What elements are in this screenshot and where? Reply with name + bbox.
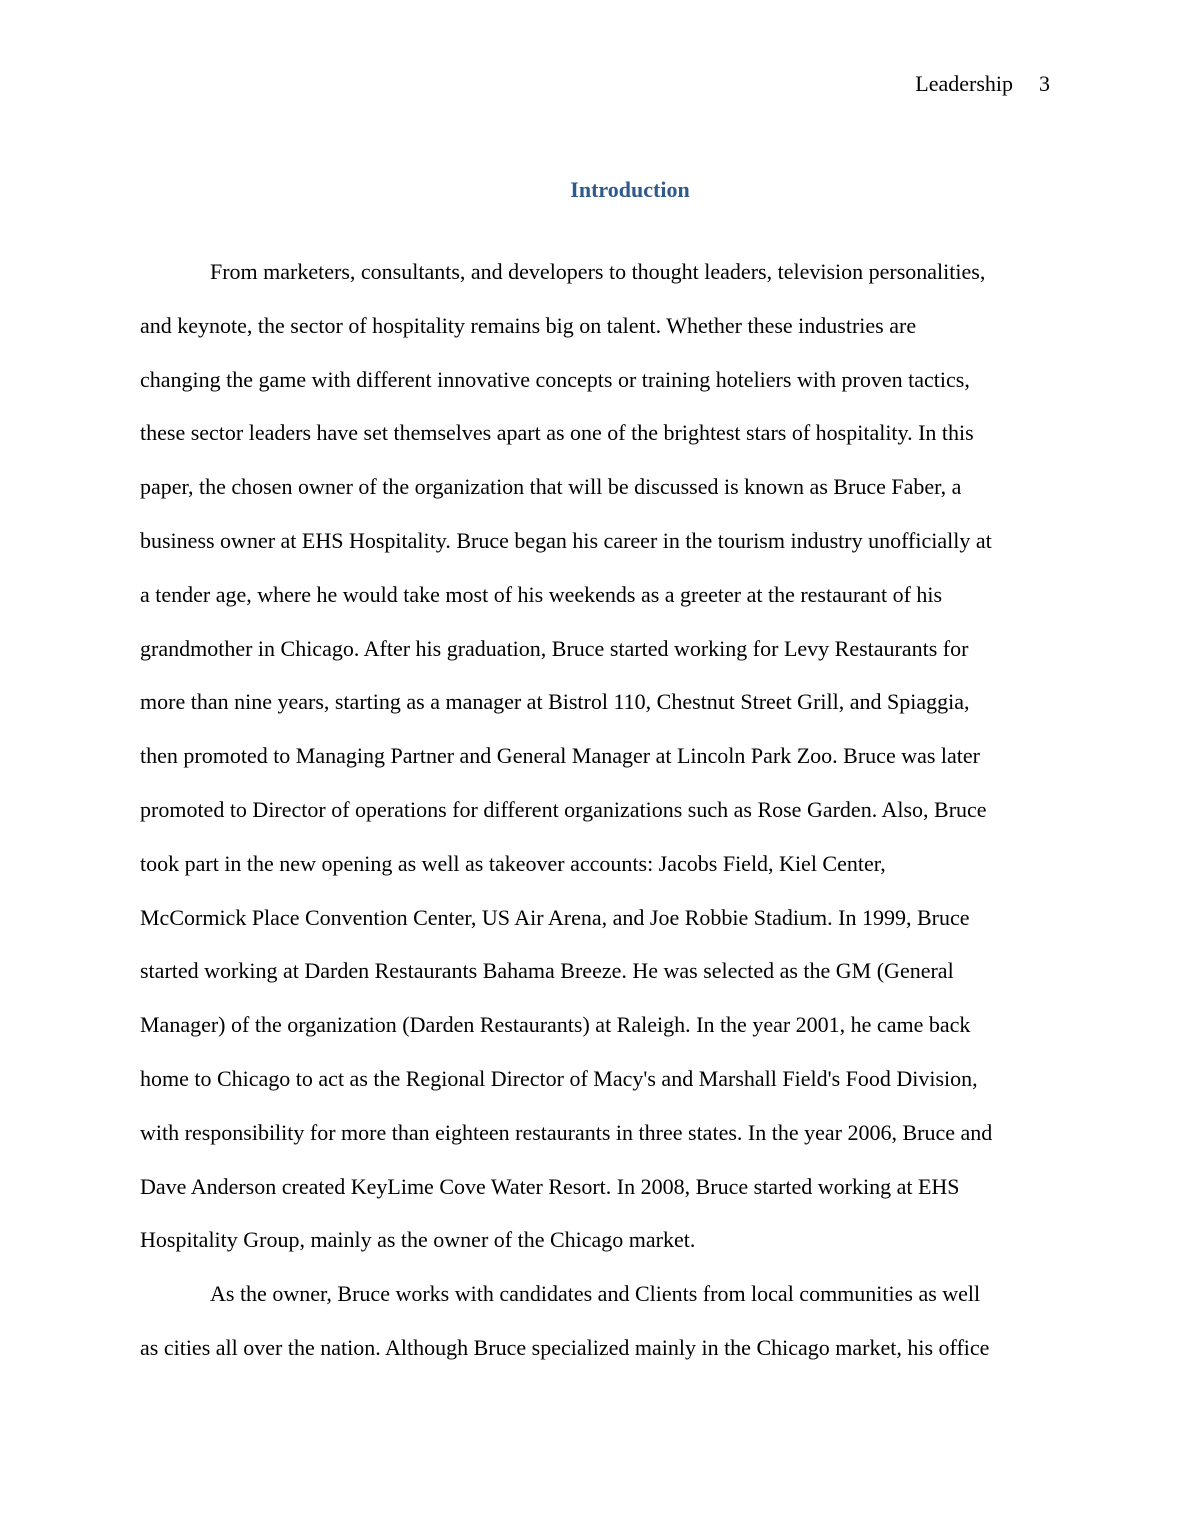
section-heading: Introduction <box>570 177 690 202</box>
text-line: as cities all over the nation. Although Bruce specialized mainly in the Chicago market, his office <box>140 1334 990 1360</box>
text-line: Manager) of the organization (Darden Restaurants) at Raleigh. In the year 2001, he came back <box>140 1012 971 1038</box>
text-line: with responsibility for more than eighteen restaurants in three states. In the year 2006, Bruce and <box>140 1119 993 1145</box>
page-number: 3 <box>1039 71 1050 96</box>
text-line: took part in the new opening as well as takeover accounts: Jacobs Field, Kiel Center, <box>140 850 886 876</box>
body-text <box>140 245 1050 1375</box>
text-line: McCormick Place Convention Center, US Air Arena, and Joe Robbie Stadium. In 1999, Bruce <box>140 904 970 930</box>
text-line: and keynote, the sector of hospitality remains big on talent. Whether these industries are <box>140 312 917 338</box>
running-head-title: Leadership <box>915 71 1013 96</box>
running-head <box>915 70 1050 98</box>
text-line: From marketers, consultants, and developers to thought leaders, television personalities, <box>210 259 986 284</box>
text-line: changing the game with different innovative concepts or training hoteliers with proven tactics, <box>140 366 970 392</box>
text-line: Hospitality Group, mainly as the owner of the Chicago market. <box>140 1227 696 1253</box>
paragraph-1 <box>140 245 1050 1267</box>
paragraph-2 <box>140 1267 1050 1375</box>
text-line: paper, the chosen owner of the organization that will be discussed is known as Bruce Faber, a <box>140 474 962 500</box>
text-line: started working at Darden Restaurants Bahama Breeze. He was selected as the GM (General <box>140 958 954 984</box>
text-line: business owner at EHS Hospitality. Bruce began his career in the tourism industry unofficially at <box>140 527 992 553</box>
text-line: then promoted to Managing Partner and General Manager at Lincoln Park Zoo. Bruce was later <box>140 743 980 769</box>
text-line: grandmother in Chicago. After his graduation, Bruce started working for Levy Restaurants for <box>140 635 969 661</box>
text-line: home to Chicago to act as the Regional Director of Macy's and Marshall Field's Food Division, <box>140 1065 978 1091</box>
text-line: more than nine years, starting as a manager at Bistrol 110, Chestnut Street Grill, and Spiaggia, <box>140 689 970 715</box>
text-line: As the owner, Bruce works with candidates and Clients from local communities as well <box>210 1281 981 1307</box>
text-line: a tender age, where he would take most of his weekends as a greeter at the restaurant of his <box>140 581 943 607</box>
text-line: Dave Anderson created KeyLime Cove Water Resort. In 2008, Bruce started working at EHS <box>140 1173 960 1199</box>
text-line: these sector leaders have set themselves apart as one of the brightest stars of hospitality. In this <box>140 420 974 446</box>
text-line: promoted to Director of operations for different organizations such as Rose Garden. Also, Bruce <box>140 796 987 822</box>
